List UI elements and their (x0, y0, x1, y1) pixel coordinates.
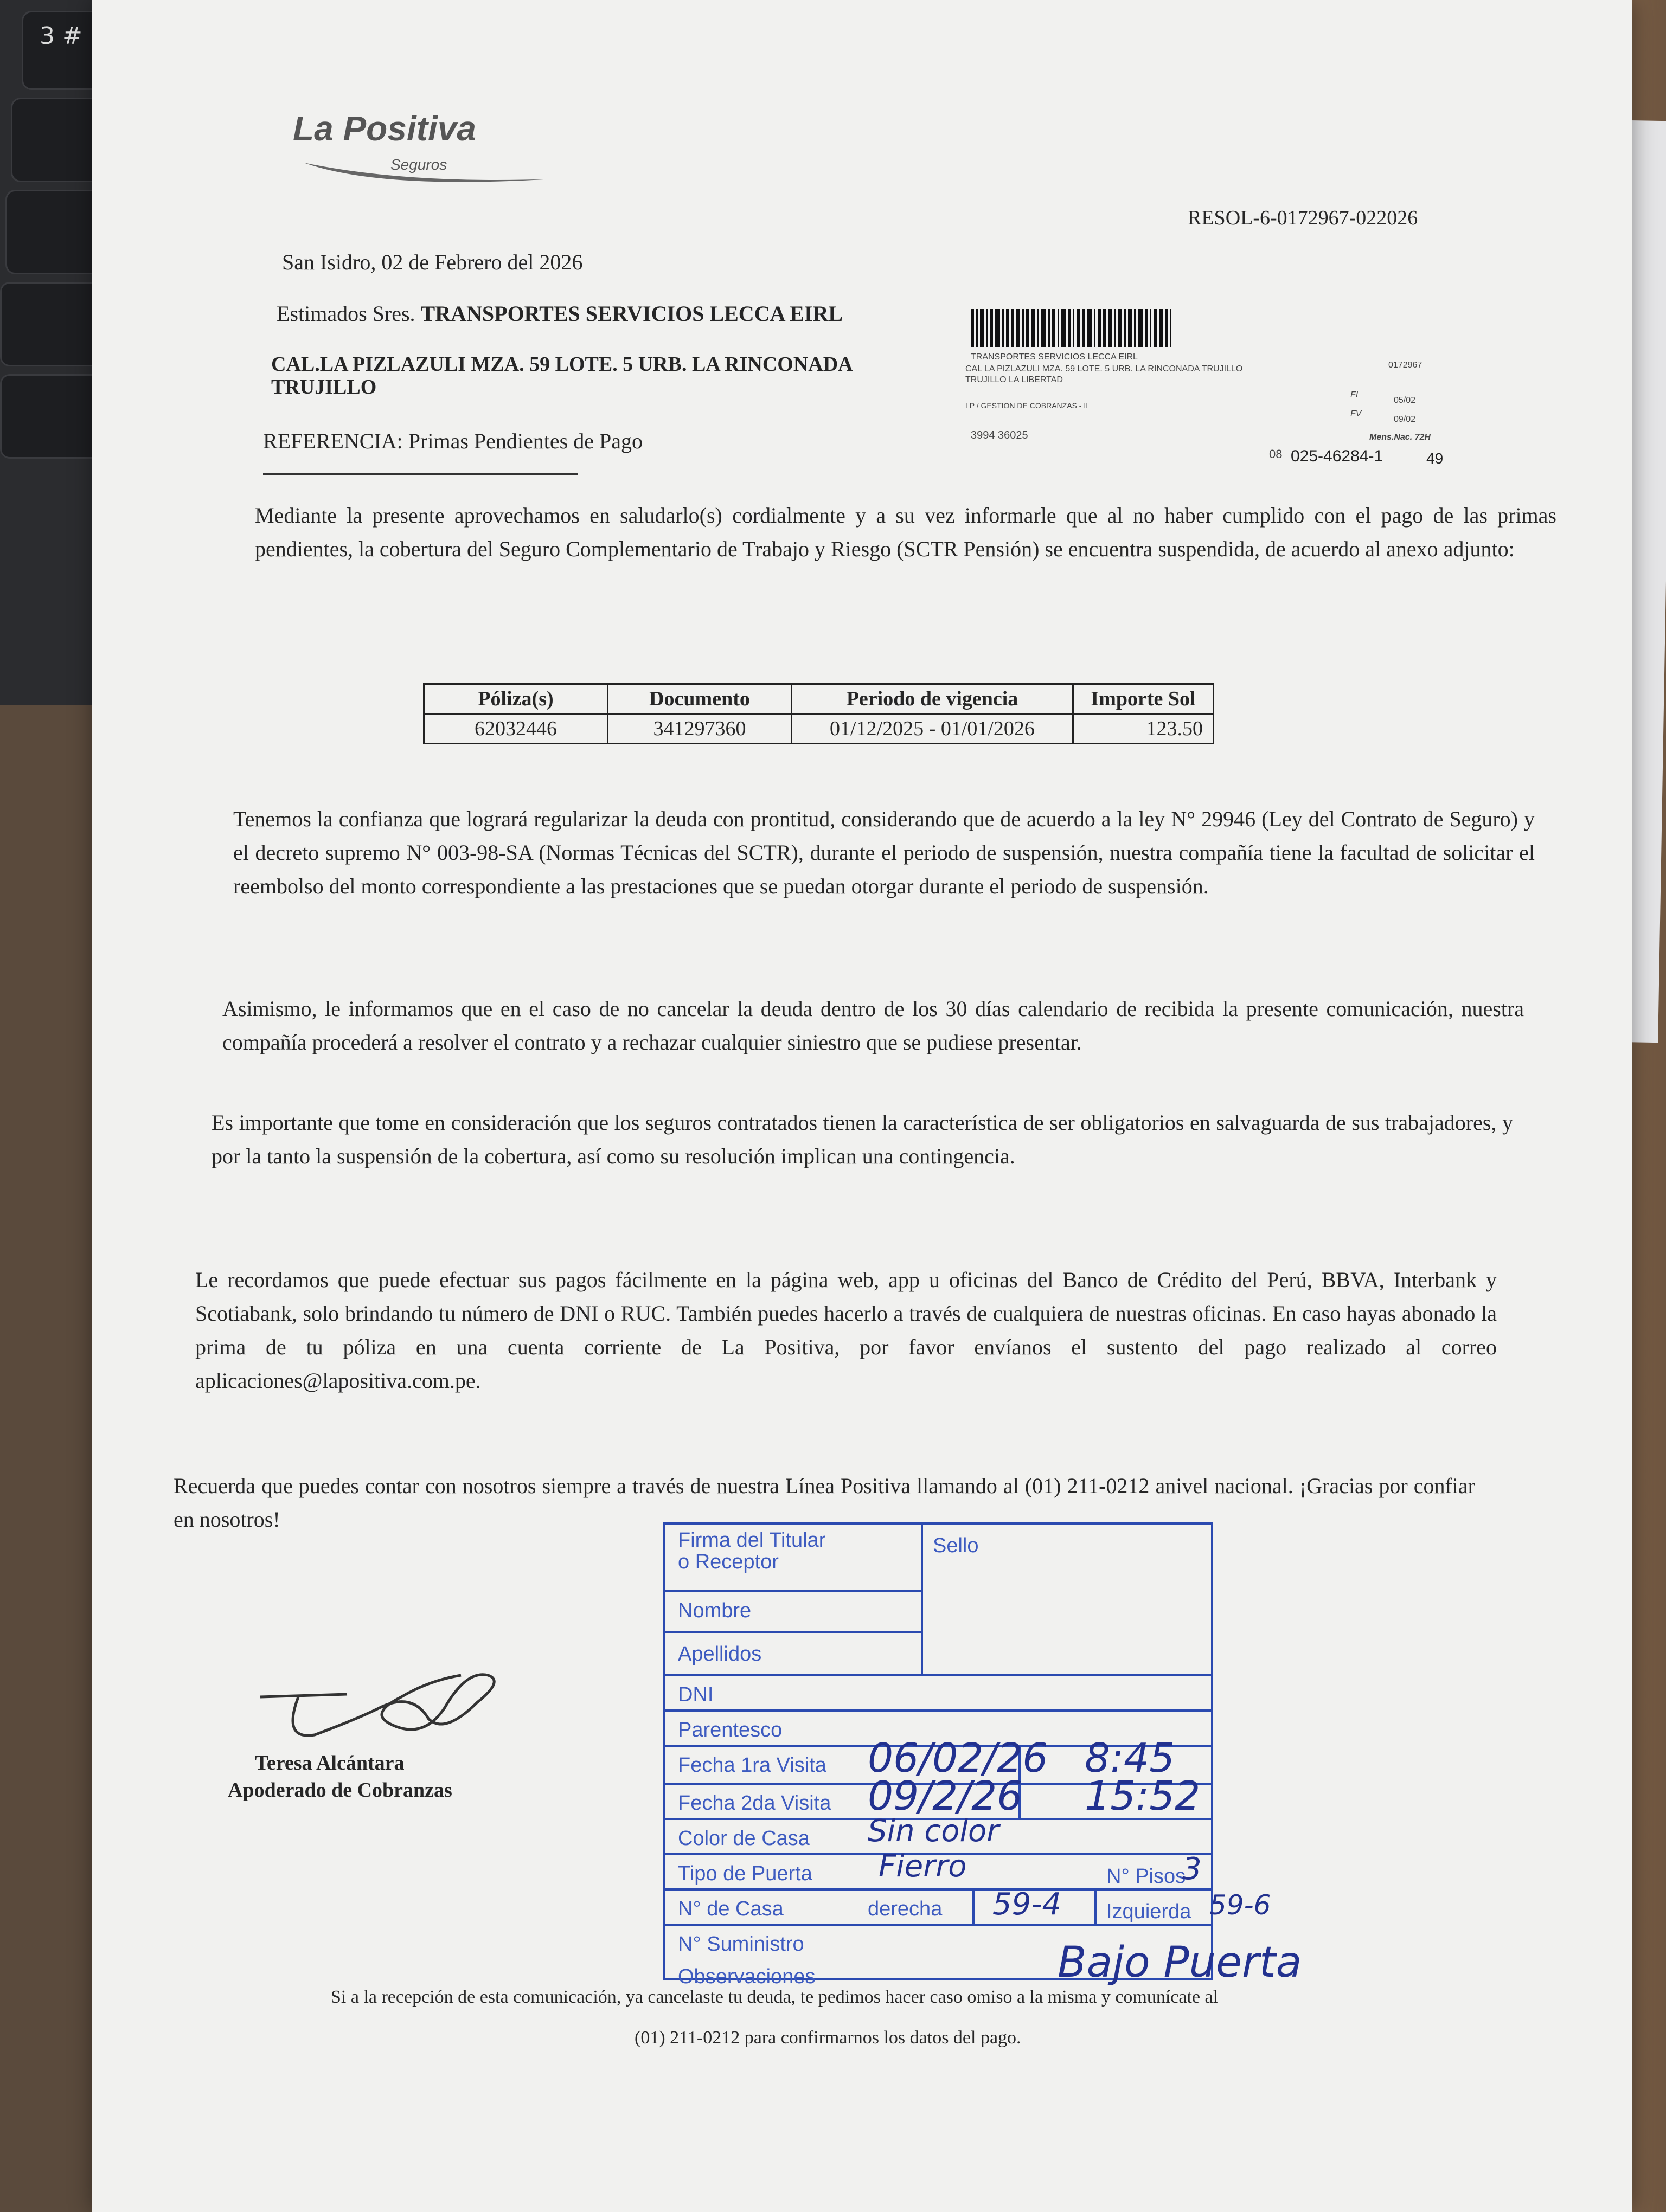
stamp-color-label: Color de Casa (678, 1827, 810, 1850)
policy-table (423, 683, 1214, 744)
label-fv-date: 09/02 (1394, 415, 1416, 424)
resolution-code: RESOL-6-0172967-022026 (1188, 207, 1418, 229)
handwritten-date-1: 06/02/26 (868, 1735, 1048, 1782)
col-periodo: Periodo de vigencia (792, 684, 1073, 714)
stamp-izquierda-label: Izquierda (1106, 1900, 1191, 1923)
stamp-numcasa-label: N° de Casa (678, 1898, 784, 1920)
stamp-visita1-label: Fecha 1ra Visita (678, 1754, 826, 1777)
handwritten-time-2: 15:52 (1085, 1773, 1201, 1819)
cell-poliza: 62032446 (424, 714, 608, 744)
paragraph-contact: Recuerda que puedes contar con nosotros siempre a través de nuestra Línea Positiva llamando al (01) 211-0212 anivel nacional. ¡Gracias por confiar en nosotros! (174, 1474, 1475, 1532)
stamp-firma-label: Firma del Titular (678, 1529, 826, 1552)
label-tracking: 025-46284-1 (1291, 447, 1383, 465)
stamp-parentesco-label: Parentesco (678, 1719, 783, 1741)
delivery-stamp (542, 1518, 1302, 1995)
address-line-2: TRUJILLO (271, 376, 377, 398)
handwritten-floors: 3 (1182, 1851, 1202, 1887)
table-header-row (424, 684, 1214, 714)
handwritten-right-number: 59-4 (992, 1887, 1062, 1922)
handwritten-observation: Bajo Puerta (1058, 1938, 1302, 1987)
paragraph-legal: Tenemos la confianza que logrará regularizar la deuda con prontitud, considerando que de acuerdo a la ley N° 29946 (Ley del Contrato de Seguro) y el decreto supremo N° 003-98-SA (Normas Técnicas del SCTR), durante el periodo de suspensión, nuestra compañía tiene la facultad de solicitar el reembolso del monto correspondiente a las prestaciones que se puedan otorgar durante el periodo de suspensión. (233, 807, 1535, 898)
stamp-dni-label: DNI (678, 1683, 714, 1706)
table-row (424, 714, 1214, 744)
signature-icon (249, 1659, 521, 1757)
letter-page (92, 0, 1632, 2212)
greeting (277, 301, 843, 326)
signatory-role: Apoderado de Cobranzas (228, 1779, 452, 1802)
paragraph-payment: Le recordamos que puede efectuar sus pagos fácilmente en la página web, app u oficinas del Banco de Crédito del Perú, BBVA, Interbank y Scotiabank, solo brindando tu número de DNI o RUC. También puedes hacerlo a través de cualquiera de nuestras oficinas. En caso hayas abonado la prima de tu póliza en una cuenta corriente de La Positiva, por favor envíanos el sustento del pago realizado al correo aplicaciones@lapositiva.com.pe. (195, 1268, 1497, 1393)
label-service: Mens.Nac. 72H (1369, 433, 1431, 442)
stamp-pisos-label: N° Pisos (1106, 1865, 1186, 1888)
paragraph-importance: Es importante que tome en consideración que los seguros contratados tienen la característica de ser obligatorios en salvaguarda de sus trabajadores, y por la tanto la suspensión de la cobertura, así como su resolución implican una contingencia. (212, 1110, 1513, 1168)
footer-line-2: (01) 211-0212 para confirmarnos los datos del pago. (635, 2028, 1021, 2048)
reference-underline (263, 473, 578, 475)
stamp-sello-label: Sello (933, 1534, 979, 1557)
col-poliza: Póliza(s) (424, 684, 608, 714)
stamp-nombre-label: Nombre (678, 1599, 752, 1622)
label-address-1: CAL LA PIZLAZULI MZA. 59 LOTE. 5 URB. LA RINCONADA TRUJILLO (965, 364, 1243, 374)
handwritten-left-number: 59-6 (1209, 1889, 1271, 1921)
label-code: 3994 36025 (971, 429, 1028, 441)
label-fi-date: 05/02 (1394, 396, 1416, 405)
col-importe: Importe Sol (1073, 684, 1214, 714)
stamp-puerta-label: Tipo de Puerta (678, 1862, 812, 1885)
greeting-prefix: Estimados Sres. (277, 301, 415, 326)
label-fi-tag: FI (1350, 390, 1359, 400)
label-number: 0172967 (1388, 361, 1422, 370)
label-department: LP / GESTION DE COBRANZAS - II (965, 401, 1088, 410)
label-prefix: 08 (1269, 447, 1283, 461)
handwritten-date-2: 09/2/26 (868, 1773, 1023, 1819)
signatory-name: Teresa Alcántara (255, 1752, 405, 1774)
stamp-observaciones-label: Observaciones (678, 1965, 816, 1988)
label-address-2: TRUJILLO LA LIBERTAD (965, 375, 1063, 384)
logo-tagline: Seguros (390, 156, 447, 173)
reference-line: REFERENCIA: Primas Pendientes de Pago (263, 429, 643, 453)
mail-label (960, 309, 1459, 466)
stamp-suministro-label: N° Suministro (678, 1933, 804, 1956)
cell-importe: 123.50 (1073, 714, 1214, 744)
recipient-company: TRANSPORTES SERVICIOS LECCA EIRL (420, 301, 843, 326)
date-line: San Isidro, 02 de Febrero del 2026 (282, 250, 583, 274)
col-documento: Documento (608, 684, 792, 714)
stamp-apellidos-label: Apellidos (678, 1643, 762, 1666)
barcode-icon (971, 309, 1253, 347)
footer-line-1: Si a la recepción de esta comunicación, ya cancelaste tu deuda, te pedimos hacer caso omiso a la misma y comunícate al (331, 1987, 1219, 2007)
paragraph-intro: Mediante la presente aprovechamos en saludarlo(s) cordialmente y a su vez informarle que al no haber cumplido con el pago de las primas pendientes, la cobertura del Seguro Complementario de Trabajo y Riesgo (SCTR Pensión) se encuentra suspendida, de acuerdo al anexo adjunto: (255, 503, 1556, 561)
handwritten-color: Sin color (868, 1814, 999, 1849)
cell-periodo: 01/12/2025 - 01/01/2026 (792, 714, 1073, 744)
paragraph-warning: Asimismo, le informamos que en el caso de no cancelar la deuda dentro de los 30 días calendario de recibida la presente comunicación, nuestra compañía procederá a resolver el contrato y a rechazar cualquier siniestro que se pudiese presentar. (222, 996, 1524, 1054)
company-logo (293, 108, 575, 190)
address-line-1: CAL.LA PIZLAZULI MZA. 59 LOTE. 5 URB. LA RINCONADA (271, 353, 853, 376)
handwritten-time-1: 8:45 (1085, 1735, 1175, 1782)
handwritten-door: Fierro (879, 1849, 967, 1884)
stamp-derecha-label: derecha (868, 1898, 943, 1920)
label-fv-tag: FV (1350, 409, 1362, 419)
label-count: 49 (1426, 450, 1444, 467)
cell-documento: 341297360 (608, 714, 792, 744)
stamp-receptor-label: o Receptor (678, 1551, 779, 1573)
key-label: 3 # (40, 22, 82, 50)
stamp-visita2-label: Fecha 2da Visita (678, 1792, 831, 1815)
label-company: TRANSPORTES SERVICIOS LECCA EIRL (971, 352, 1138, 362)
logo-brand: La Positiva (293, 109, 476, 148)
